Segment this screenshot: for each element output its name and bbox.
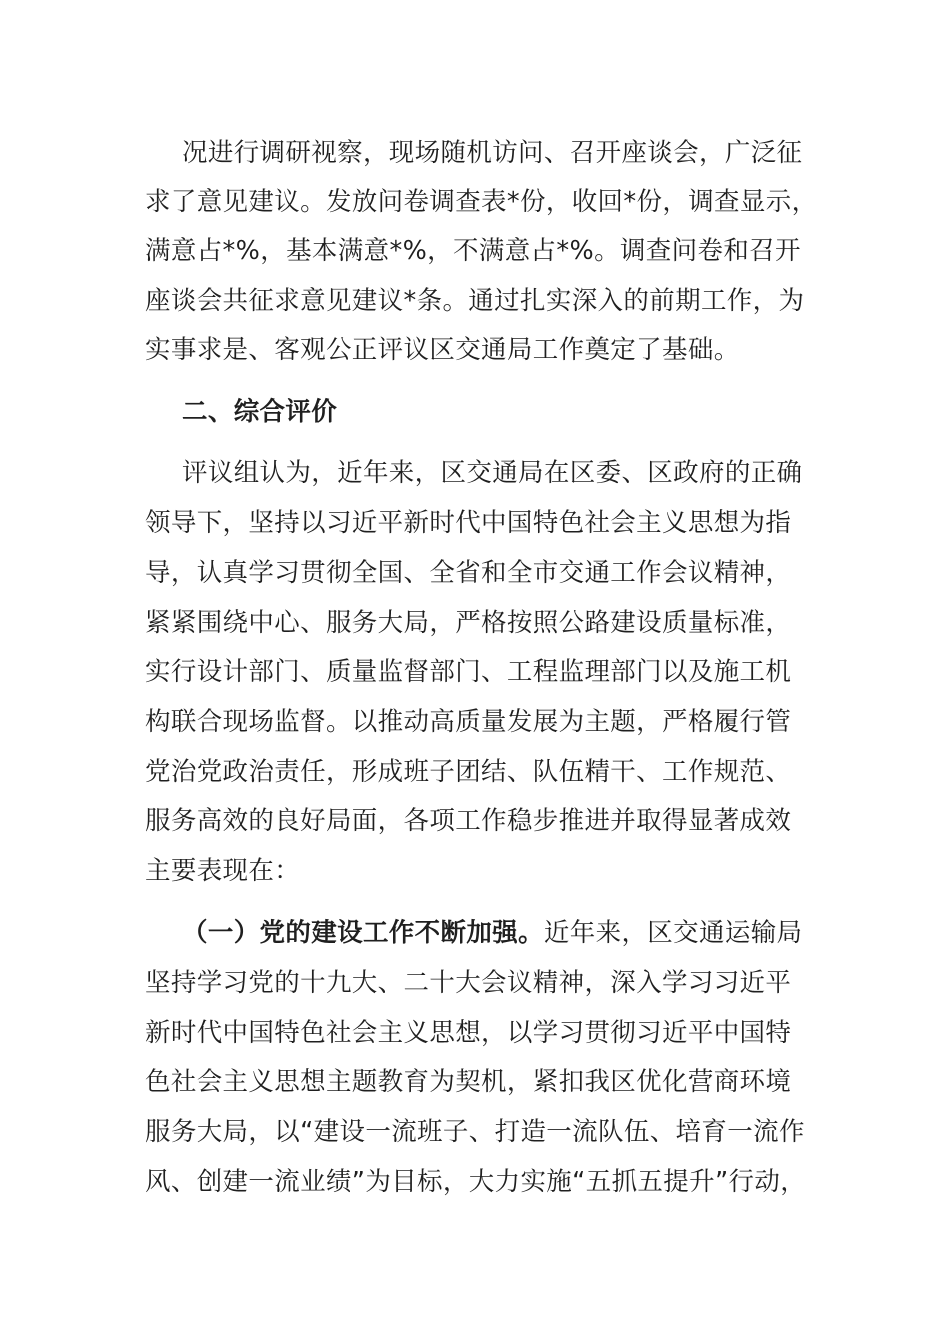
section-heading: 二、综合评价	[182, 397, 338, 427]
paragraph-2-line-4: 紧紧围绕中心、服务大局，严格按照公路建设质量标准，	[145, 608, 792, 638]
paragraph-1-line-2: 求了意见建议。发放问卷调查表*份，收回*份，调查显示，	[145, 187, 818, 217]
paragraph-3-line-4: 色社会主义思想主题教育为契机，紧扣我区优化营商环境	[145, 1067, 792, 1097]
paragraph-2-line-9: 主要表现在：	[145, 856, 301, 886]
paragraph-2-line-7: 党治党政治责任，形成班子团结、队伍精干、工作规范、	[145, 757, 792, 787]
paragraph-2-line-6: 构联合现场监督。以推动高质量发展为主题，严格履行管	[145, 707, 792, 737]
paragraph-3-line-2: 坚持学习党的十九大、二十大会议精神，深入学习习近平	[145, 968, 792, 998]
paragraph-2-line-2: 领导下，坚持以习近平新时代中国特色社会主义思想为指	[145, 508, 792, 538]
paragraph-1-line-4: 座谈会共征求意见建议*条。通过扎实深入的前期工作，为	[145, 286, 805, 316]
paragraph-1-line-5: 实事求是、客观公正评议区交通局工作奠定了基础。	[145, 335, 740, 365]
paragraph-2-line-8: 服务高效的良好局面，各项工作稳步推进并取得显著成效	[145, 806, 792, 836]
paragraph-3-line-1-rest: 近年来，区交通运输局	[543, 918, 803, 948]
paragraph-1-line-1: 况进行调研视察，现场随机访问、召开座谈会，广泛征	[182, 138, 803, 168]
paragraph-3-line-3: 新时代中国特色社会主义思想，以学习贯彻习近平中国特	[145, 1018, 792, 1048]
paragraph-3-line-5: 服务大局，以“建设一流班子、打造一流队伍、培育一流作	[145, 1117, 805, 1147]
paragraph-2-line-1: 评议组认为，近年来，区交通局在区委、区政府的正确	[182, 458, 803, 488]
paragraph-3-line-6: 风、创建一流业绩”为目标，大力实施“五抓五提升”行动，	[145, 1167, 807, 1197]
paragraph-1-line-3: 满意占*%，基本满意*%，不满意占*%。调查问卷和召开	[145, 236, 801, 266]
subsection-title: （一）党的建设工作不断加强。	[182, 918, 544, 948]
paragraph-3-line-1	[182, 913, 882, 953]
paragraph-2-line-5: 实行设计部门、质量监督部门、工程监理部门以及施工机	[145, 657, 792, 687]
paragraph-2-line-3: 导，认真学习贯彻全国、全省和全市交通工作会议精神，	[145, 558, 792, 588]
